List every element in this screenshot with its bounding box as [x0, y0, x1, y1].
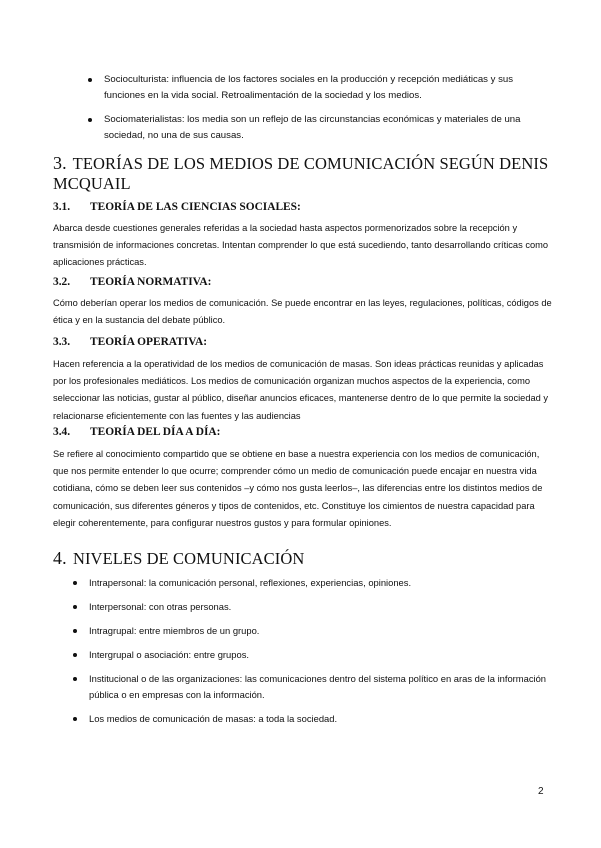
list-item: Interpersonal: con otras personas.: [73, 599, 553, 615]
subsection-3-4-text: Se refiere al conocimiento compartido que se obtiene en base a nuestra experiencia con los medios de comunicación, que nos permite entender lo que ocurre; comprender cómo un medio de comunicación puede encajar en nuestra vida cotidiana, cómo se deben leer sus contenidos –y cómo nos gusta leerlos–, las diferencias entre los distintos medios de comunicación, sus diferentes géneros y tipos de contenidos, etc. Constituye los cimientos de nuestra capacidad para elegir coherentemente, para configurar nuestros gustos y para formular opiniones.: [53, 449, 543, 528]
section-4-heading: 4. NIVELES DE COMUNICACIÓN: [53, 548, 305, 568]
subsection-3-2-heading: 3.2. TEORÍA NORMATIVA:: [53, 276, 212, 288]
list-item: Intrapersonal: la comunicación personal, reflexiones, experiencias, opiniones.: [73, 575, 553, 591]
bullet-icon: [73, 717, 77, 721]
bullet-icon: [88, 118, 92, 122]
bullet-icon: [73, 605, 77, 609]
intro-bullet-list: [88, 72, 548, 152]
subsection-3-2-text: Cómo deberían operar los medios de comunicación. Se puede encontrar en las leyes, regulaciones, políticas, códigos de ética y en la sustancia del debate público.: [53, 298, 552, 326]
bullet-icon: [73, 581, 77, 585]
list-item: Socioculturista: influencia de los factores sociales en la producción y recepción mediáticas y sus funciones en la vida social. Retroalimentación de la sociedad y los medios.: [88, 72, 548, 104]
subsection-3-3-heading: 3.3. TEORÍA OPERATIVA:: [53, 336, 207, 348]
subsection-3-4-heading: 3.4. TEORÍA DEL DÍA A DÍA:: [53, 426, 221, 438]
list-item: Institucional o de las organizaciones: las comunicaciones dentro del sistema político en aras de la información pública o en empresas con la información.: [73, 671, 553, 703]
section-3-heading: 3. TEORÍAS DE LOS MEDIOS DE COMUNICACIÓN SEGÚN DENIS MCQUAIL: [53, 153, 549, 193]
page-number: 2: [538, 786, 544, 797]
list-item: Sociomaterialistas: los media son un reflejo de las circunstancias económicas y materiales de una sociedad, no una de sus causas.: [88, 112, 548, 144]
subsection-3-1-text: Abarca desde cuestiones generales referidas a la sociedad hasta aspectos pormenorizados sobre la recepción y transmisión de informaciones concretas. Intentan comprender lo que está sucediendo, tanto desarrollando críticas como aplicaciones prácticas.: [53, 223, 549, 268]
list-item: Intergrupal o asociación: entre grupos.: [73, 647, 553, 663]
list-item: Intragrupal: entre miembros de un grupo.: [73, 623, 553, 639]
list-item: Los medios de comunicación de masas: a toda la sociedad.: [73, 711, 553, 727]
bullet-icon: [73, 677, 77, 681]
subsection-3-3-text: Hacen referencia a la operatividad de los medios de comunicación de masas. Son ideas prácticas reunidas y aplicadas por los profesionales mediáticos. Los medios de comunicación organizan muchos aspectos de la experiencia, como seleccionar las noticias, gustar al público, diseñar anuncios eficaces, mantenerse dentro de lo que permite la sociedad y relacionarse eficientemente con las fuentes y las audiencias: [53, 359, 549, 421]
bullet-icon: [88, 78, 92, 82]
subsection-3-1-heading: 3.1. TEORÍA DE LAS CIENCIAS SOCIALES:: [53, 201, 301, 213]
communication-levels-list: [73, 575, 553, 735]
bullet-icon: [73, 653, 77, 657]
bullet-icon: [73, 629, 77, 633]
